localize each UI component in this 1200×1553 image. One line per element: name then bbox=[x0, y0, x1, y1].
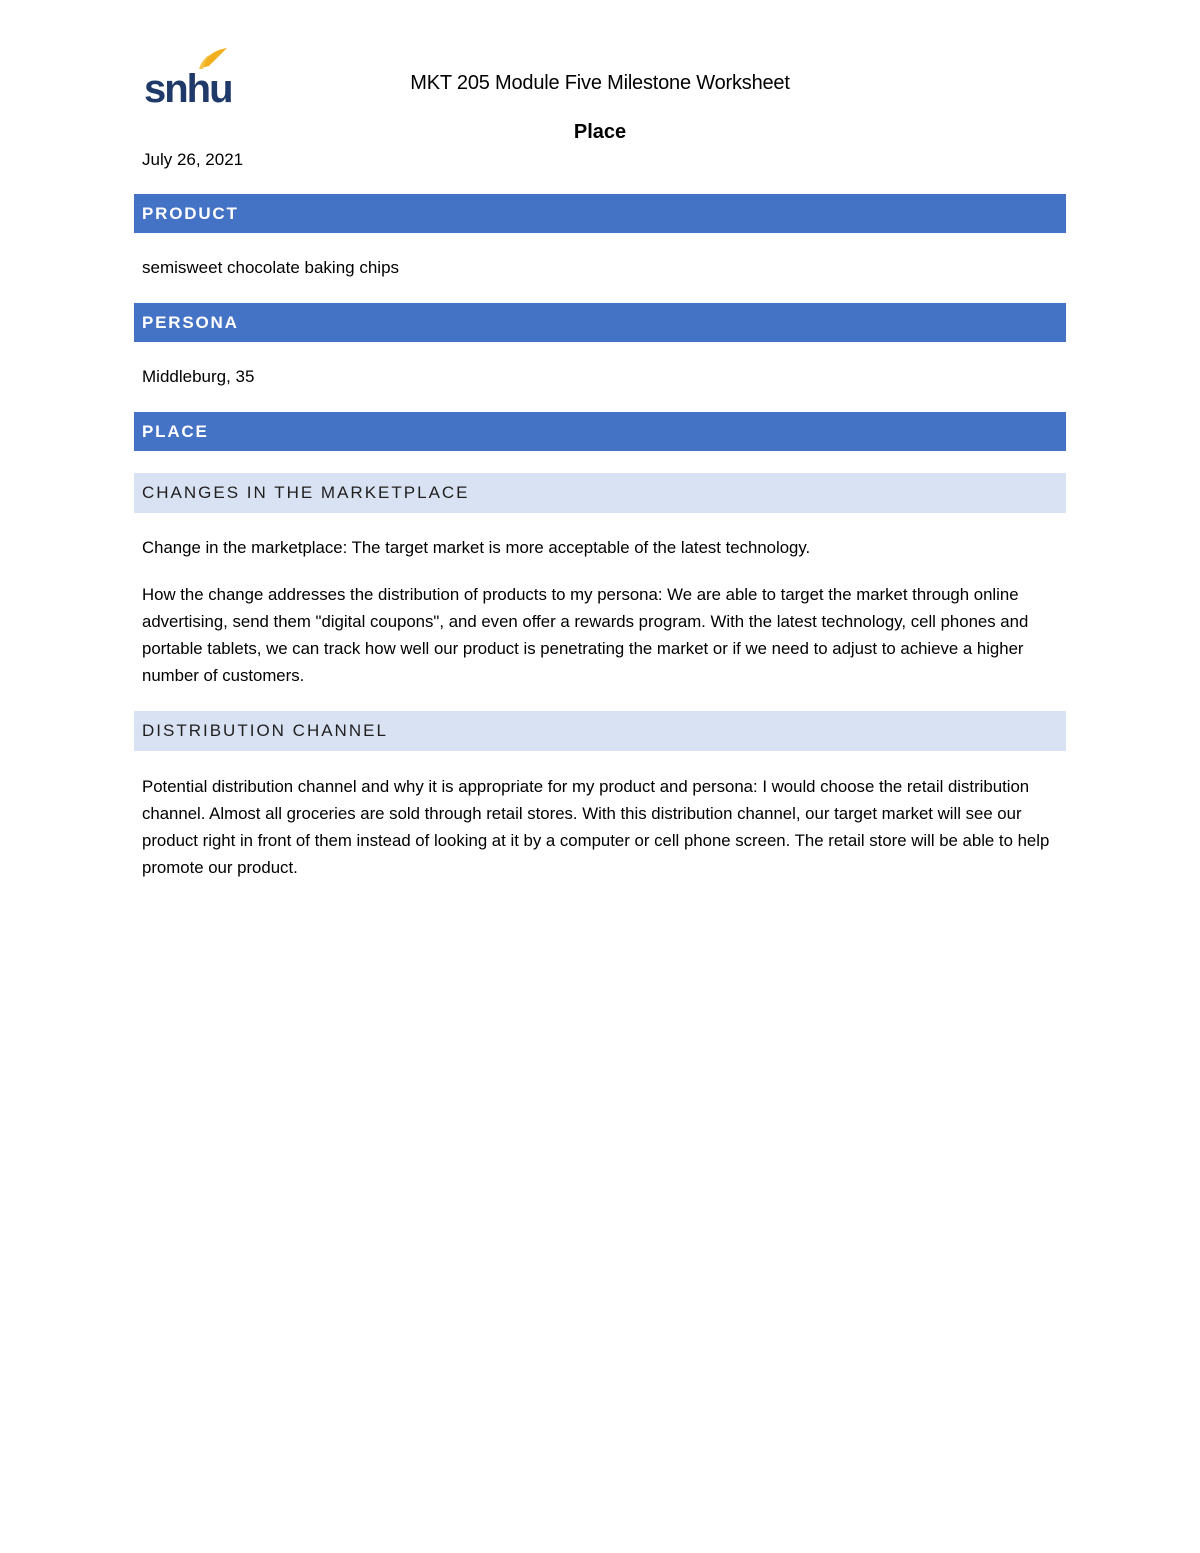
section-header-place bbox=[134, 412, 1066, 451]
subsection-heading-label: DISTRIBUTION CHANNEL bbox=[142, 721, 388, 740]
section-header-product bbox=[134, 194, 1066, 233]
document-date: July 26, 2021 bbox=[142, 150, 244, 169]
distribution-channel-text: Potential distribution channel and why it is appropriate for my product and persona: I would choose the retail distribution channel. Almost all groceries are sold through retail stores. With this distribution channel, our target market will see our product right in front of them instead of looking at it by a computer or cell phone screen. The retail store will be able to help promote our product. bbox=[142, 777, 1050, 877]
section-heading-label: PERSONA bbox=[142, 312, 239, 332]
subsection-header-changes bbox=[134, 473, 1066, 513]
change-in-marketplace-text: Change in the marketplace: The target market is more acceptable of the latest technology. bbox=[142, 538, 811, 557]
section-heading-label: PRODUCT bbox=[142, 203, 239, 223]
section-header-persona bbox=[134, 303, 1066, 342]
persona-value: Middleburg, 35 bbox=[142, 367, 255, 386]
change-addresses-distribution-text: How the change addresses the distribution of products to my persona: We are able to target the market through online advertising, send them "digital coupons", and even offer a rewards program. With the latest technology, cell phones and portable tablets, we can track how well our product is penetrating the market or if we need to adjust to achieve a higher number of customers. bbox=[142, 585, 1029, 685]
logo-wordmark: snhu bbox=[144, 67, 232, 108]
document-subtitle: Place bbox=[573, 121, 627, 143]
section-heading-label: PLACE bbox=[142, 421, 209, 441]
product-value: semisweet chocolate baking chips bbox=[142, 258, 400, 277]
flame-leaf-icon bbox=[201, 48, 227, 68]
subsection-heading-label: CHANGES IN THE MARKETPLACE bbox=[142, 483, 470, 502]
subsection-header-distribution bbox=[134, 711, 1066, 751]
document-title: MKT 205 Module Five Milestone Worksheet bbox=[410, 72, 790, 94]
